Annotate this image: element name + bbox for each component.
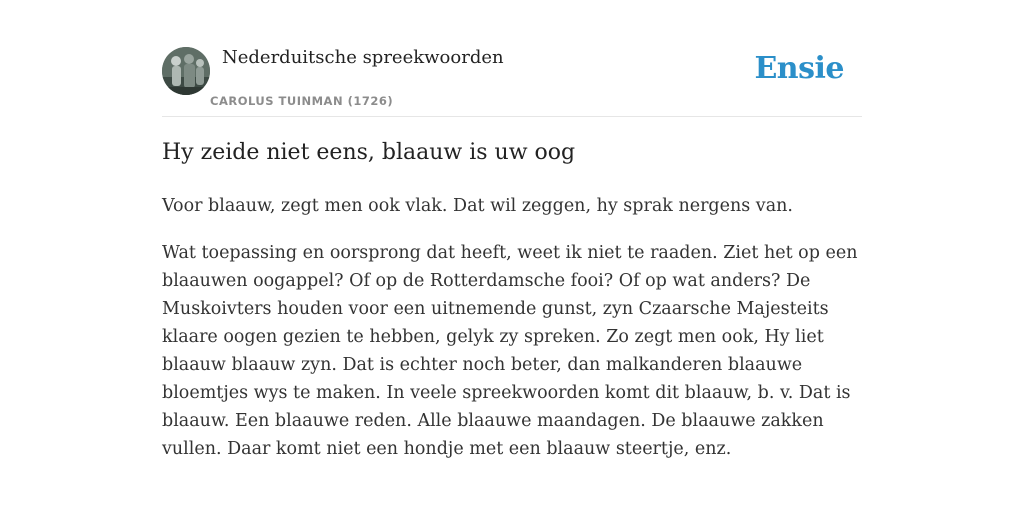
source-title[interactable]: Nederduitsche spreekwoorden (222, 47, 504, 68)
entry-paragraph: Voor blaauw, zegt men ook vlak. Dat wil zeggen, hy sprak nergens van. (162, 196, 793, 216)
statue-photo-icon (162, 47, 210, 95)
entry-paragraph: Wat toepassing en oorsprong dat heeft, weet ik niet te raaden. Ziet het op een blaauwen oogappel? Of op de Rotterdamsche fooi? Of op wat anders? De Muskoivters houden voor een uitnemende gunst, zyn Czaarsche Majesteits klaare oogen gezien te hebben, gelyk zy spreken. Zo zegt men ook, Hy liet blaauw blaauw zyn. Dat is echter noch beter, dan malkanderen blaauwe bloemtjes wys te maken. In veele spreekwoorden komt dit blaauw, b. v. Dat is blaauw. Een blaauwe reden. Alle blaauwe maandagen. De blaauwe zakken vullen. Daar komt niet een hondje met een blaauw steertje, enz. (162, 243, 858, 459)
source-author[interactable]: CAROLUS TUINMAN (1726) (210, 94, 394, 108)
ensie-logo[interactable]: Ensie (754, 51, 844, 86)
source-avatar[interactable] (162, 47, 210, 95)
source-header (162, 46, 862, 117)
entry-title: Hy zeide niet eens, blaauw is uw oog (162, 140, 576, 165)
